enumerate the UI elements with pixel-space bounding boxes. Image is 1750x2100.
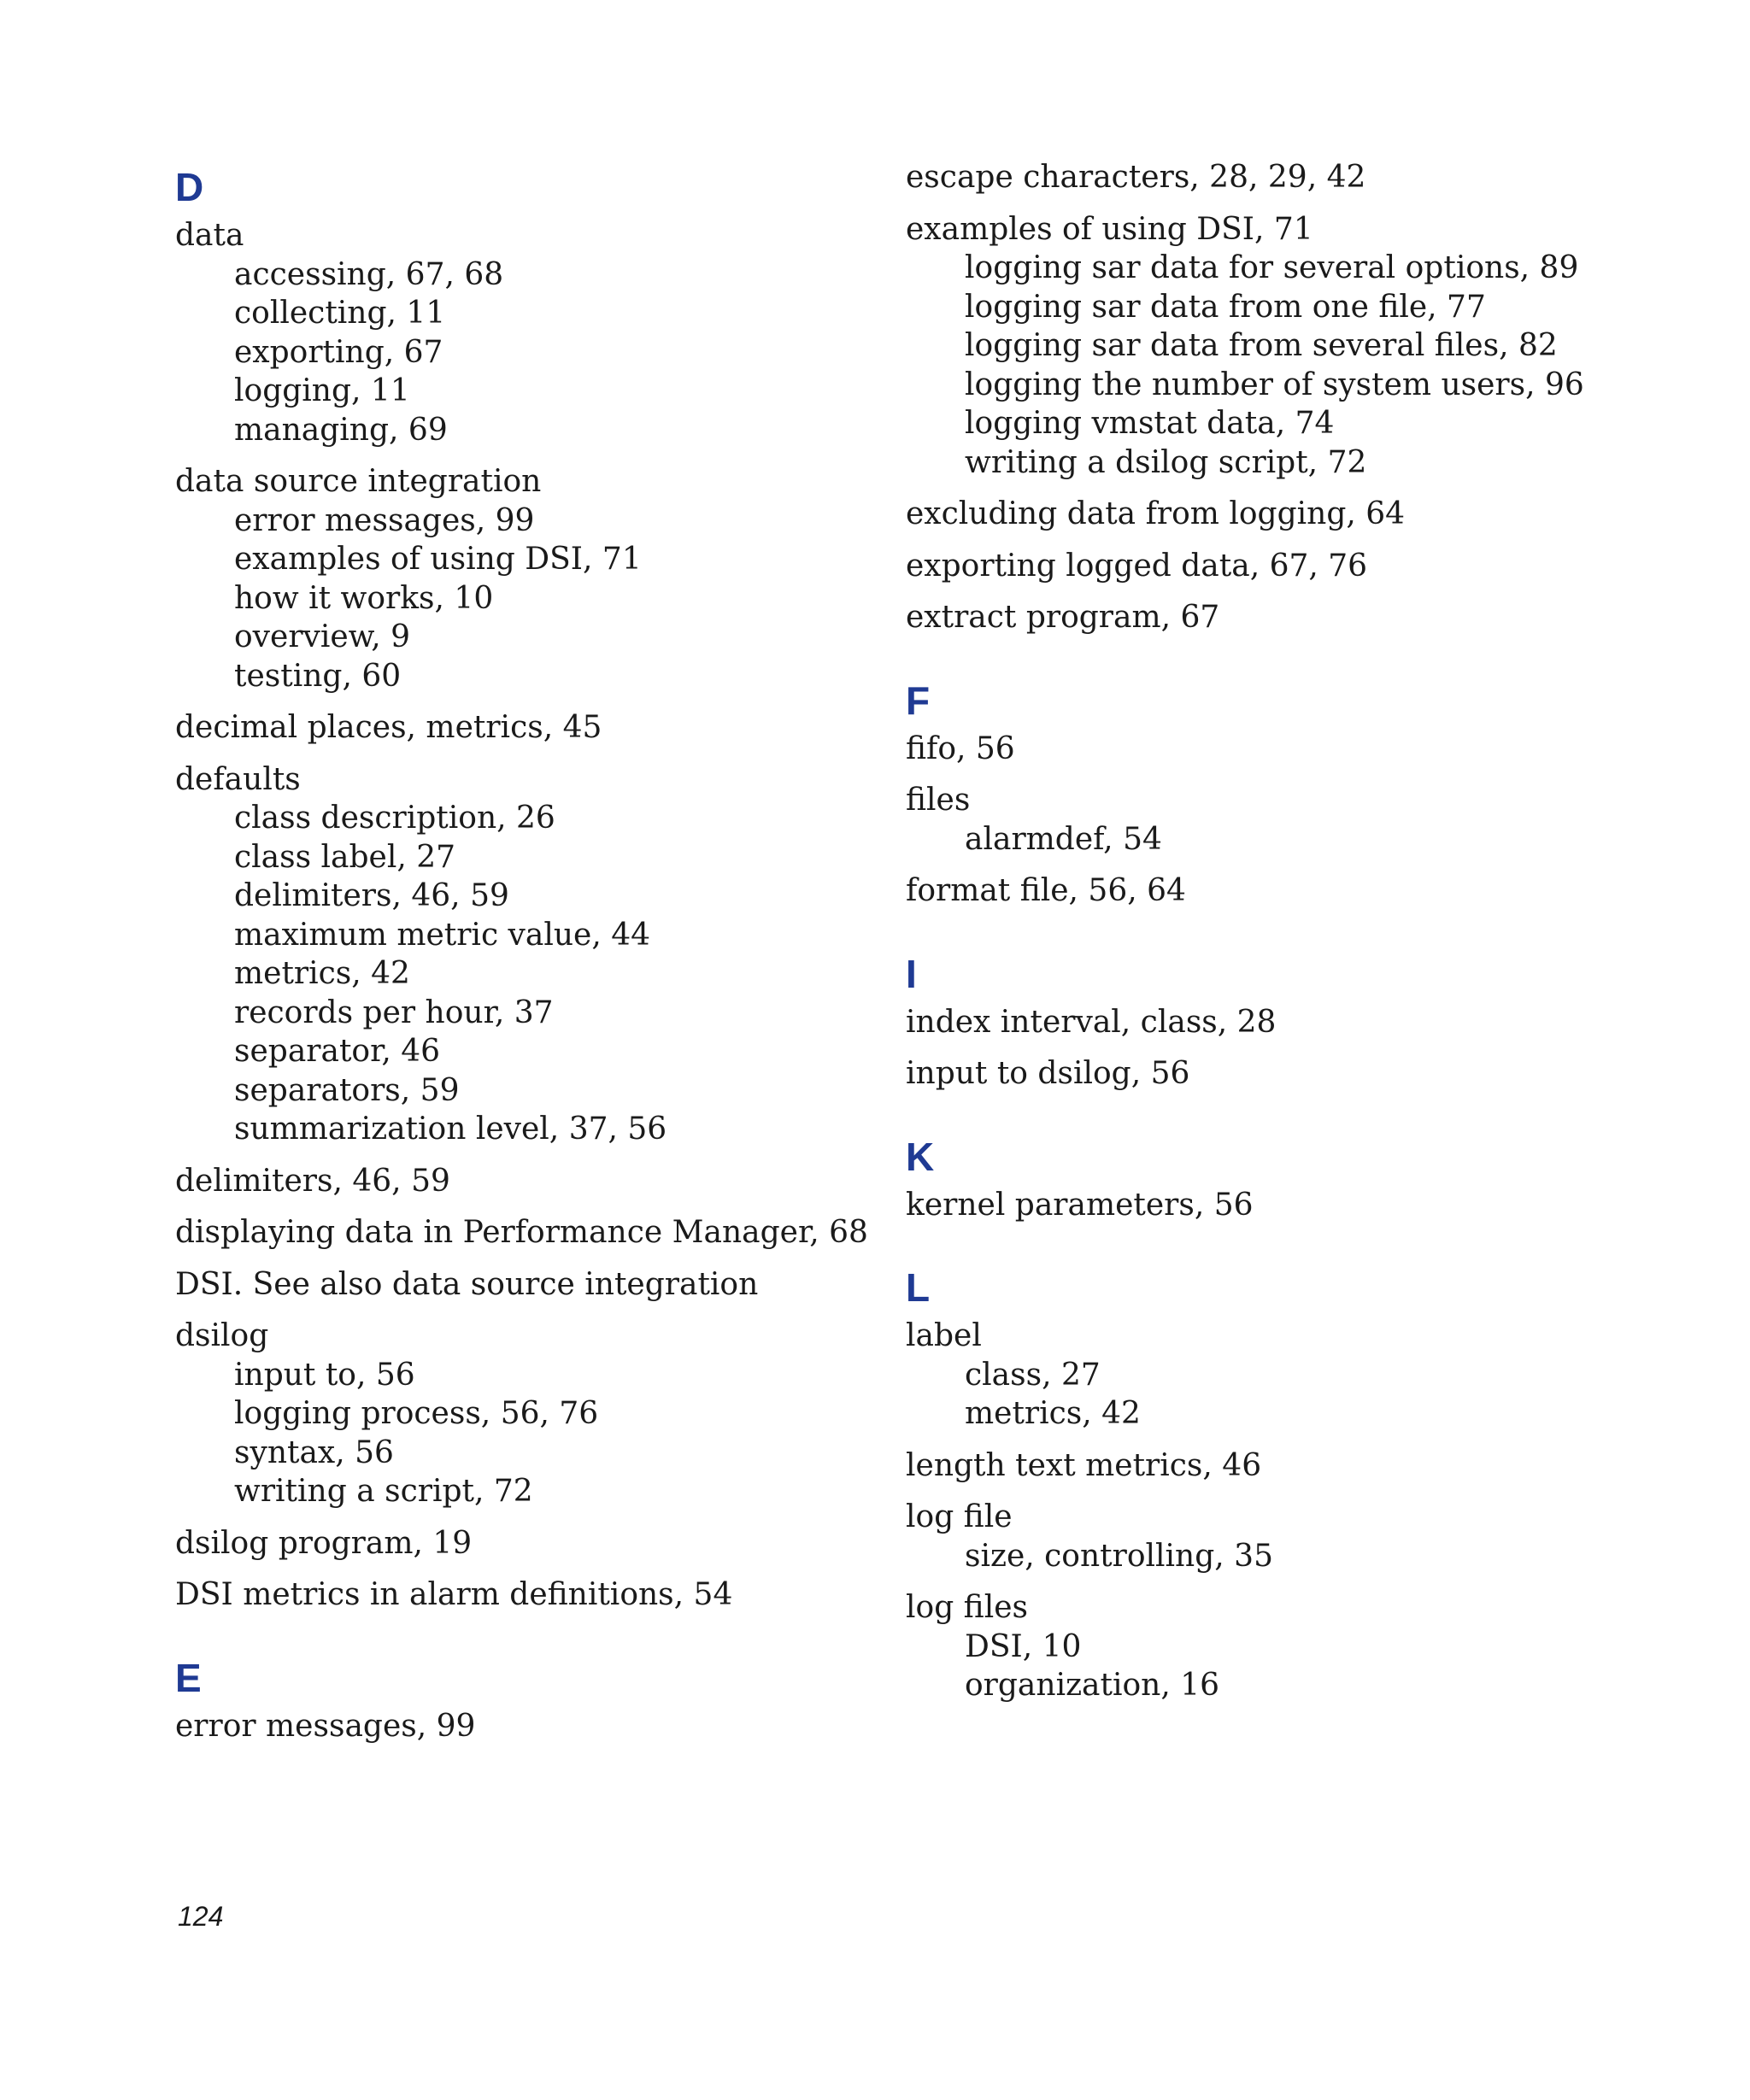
index-subentry: syntax, 56 — [234, 1434, 394, 1470]
index-column-right — [906, 158, 1675, 1739]
index-subentry: managing, 69 — [234, 412, 448, 448]
index-section — [906, 1258, 1675, 1705]
index-term: displaying data in Performance Manager, 68 — [175, 1215, 868, 1250]
index-entry — [175, 1575, 876, 1615]
index-term: dsilog program, 19 — [175, 1525, 473, 1561]
section-letter: K — [906, 1134, 935, 1179]
index-entry — [175, 1707, 876, 1746]
index-subentry: organization, 16 — [965, 1668, 1220, 1703]
section-letter: D — [175, 165, 204, 209]
index-term: index interval, class, 28 — [906, 1004, 1277, 1040]
index-subentry: separator, 46 — [234, 1034, 441, 1069]
index-term: data source integration — [175, 464, 542, 499]
index-term: data — [175, 218, 244, 253]
index-subentry: writing a dsilog script, 72 — [965, 444, 1367, 480]
section-letter: I — [906, 951, 917, 996]
index-term: examples of using DSI, 71 — [906, 211, 1313, 247]
index-subentry: metrics, 42 — [234, 956, 410, 991]
index-entry — [175, 1524, 876, 1563]
index-subentry: logging, 11 — [234, 373, 410, 408]
index-entry — [175, 708, 876, 748]
index-entry — [906, 1317, 1675, 1434]
index-subentry: logging vmstat data, 74 — [965, 406, 1335, 441]
index-entry — [175, 1162, 876, 1201]
index-term: DSI metrics in alarm definitions, 54 — [175, 1577, 733, 1612]
index-term: defaults — [175, 761, 301, 797]
index-subentry: class, 27 — [965, 1357, 1101, 1393]
index-entry — [906, 1003, 1675, 1042]
index-term: delimiters, 46, 59 — [175, 1163, 450, 1199]
index-entry — [906, 598, 1675, 637]
index-entry — [906, 210, 1675, 483]
index-term: length text metrics, 46 — [906, 1447, 1262, 1483]
index-column-left — [175, 158, 876, 1780]
index-subentry: logging sar data for several options, 89 — [965, 250, 1579, 285]
index-subentry: overview, 9 — [234, 619, 411, 654]
index-section — [175, 1649, 876, 1746]
index-subentry: logging sar data from several files, 82 — [965, 328, 1558, 363]
index-subentry: delimiters, 46, 59 — [234, 878, 509, 913]
index-subentry: DSI, 10 — [965, 1628, 1082, 1664]
index-subentry: alarmdef, 54 — [965, 821, 1162, 857]
index-entry — [906, 495, 1675, 534]
index-subentry: maximum metric value, 44 — [234, 917, 651, 953]
index-entry — [906, 1054, 1675, 1094]
index-subentry: separators, 59 — [234, 1072, 460, 1108]
index-term: log file — [906, 1499, 1013, 1534]
index-subentry: exporting, 67 — [234, 334, 443, 370]
index-term: input to dsilog, 56 — [906, 1056, 1190, 1091]
index-term: DSI. See also data source integration — [175, 1266, 759, 1302]
index-section — [175, 158, 876, 1615]
index-entry — [906, 781, 1675, 859]
index-term: escape characters, 28, 29, 42 — [906, 160, 1366, 195]
index-term: dsilog — [175, 1318, 269, 1353]
index-subentry: error messages, 99 — [234, 502, 535, 538]
index-subentry: accessing, 67, 68 — [234, 256, 504, 292]
index-entry — [175, 216, 876, 449]
index-entry — [906, 1446, 1675, 1486]
index-entry — [175, 1317, 876, 1511]
index-entry — [906, 547, 1675, 586]
index-subentry: input to, 56 — [234, 1357, 415, 1393]
page-number: 124 — [178, 1901, 224, 1932]
index-subentry: size, controlling, 35 — [965, 1538, 1273, 1574]
index-subentry: collecting, 11 — [234, 296, 446, 331]
index-subentry: logging the number of system users, 96 — [965, 367, 1584, 402]
index-entry — [906, 1186, 1675, 1225]
index-subentry: records per hour, 37 — [234, 994, 554, 1030]
index-section — [906, 158, 1675, 637]
index-entry — [906, 1588, 1675, 1705]
index-entry — [906, 158, 1675, 197]
index-entry — [175, 760, 876, 1149]
index-subentry: writing a script, 72 — [234, 1474, 533, 1509]
index-term: format file, 56, 64 — [906, 873, 1186, 908]
index-subentry: class label, 27 — [234, 839, 456, 875]
index-term: decimal places, metrics, 45 — [175, 710, 602, 745]
index-subentry: how it works, 10 — [234, 580, 494, 616]
index-term: exporting logged data, 67, 76 — [906, 548, 1368, 584]
index-entry — [175, 1213, 876, 1252]
index-entry — [175, 462, 876, 695]
index-term: fifo, 56 — [906, 730, 1015, 766]
index-subentry: examples of using DSI, 71 — [234, 542, 642, 577]
index-subentry: class description, 26 — [234, 801, 555, 836]
index-section — [906, 1128, 1675, 1225]
index-term: label — [906, 1318, 982, 1353]
index-term: kernel parameters, 56 — [906, 1187, 1254, 1223]
index-term: files — [906, 783, 971, 818]
index-subentry: metrics, 42 — [965, 1396, 1141, 1431]
index-entry — [906, 871, 1675, 911]
index-subentry: logging process, 56, 76 — [234, 1396, 599, 1431]
index-entry — [906, 730, 1675, 769]
section-letter: L — [906, 1265, 931, 1310]
index-term: excluding data from logging, 64 — [906, 496, 1406, 531]
index-term: log files — [906, 1590, 1028, 1625]
index-subentry: logging sar data from one file, 77 — [965, 289, 1486, 325]
section-letter: F — [906, 678, 931, 723]
index-section — [906, 945, 1675, 1094]
index-entry — [175, 1265, 876, 1305]
index-subentry: testing, 60 — [234, 658, 402, 694]
index-term: extract program, 67 — [906, 600, 1220, 635]
index-term: error messages, 99 — [175, 1708, 476, 1744]
index-entry — [906, 1498, 1675, 1575]
section-letter: E — [175, 1655, 202, 1700]
index-subentry: summarization level, 37, 56 — [234, 1112, 667, 1147]
index-section — [906, 672, 1675, 911]
